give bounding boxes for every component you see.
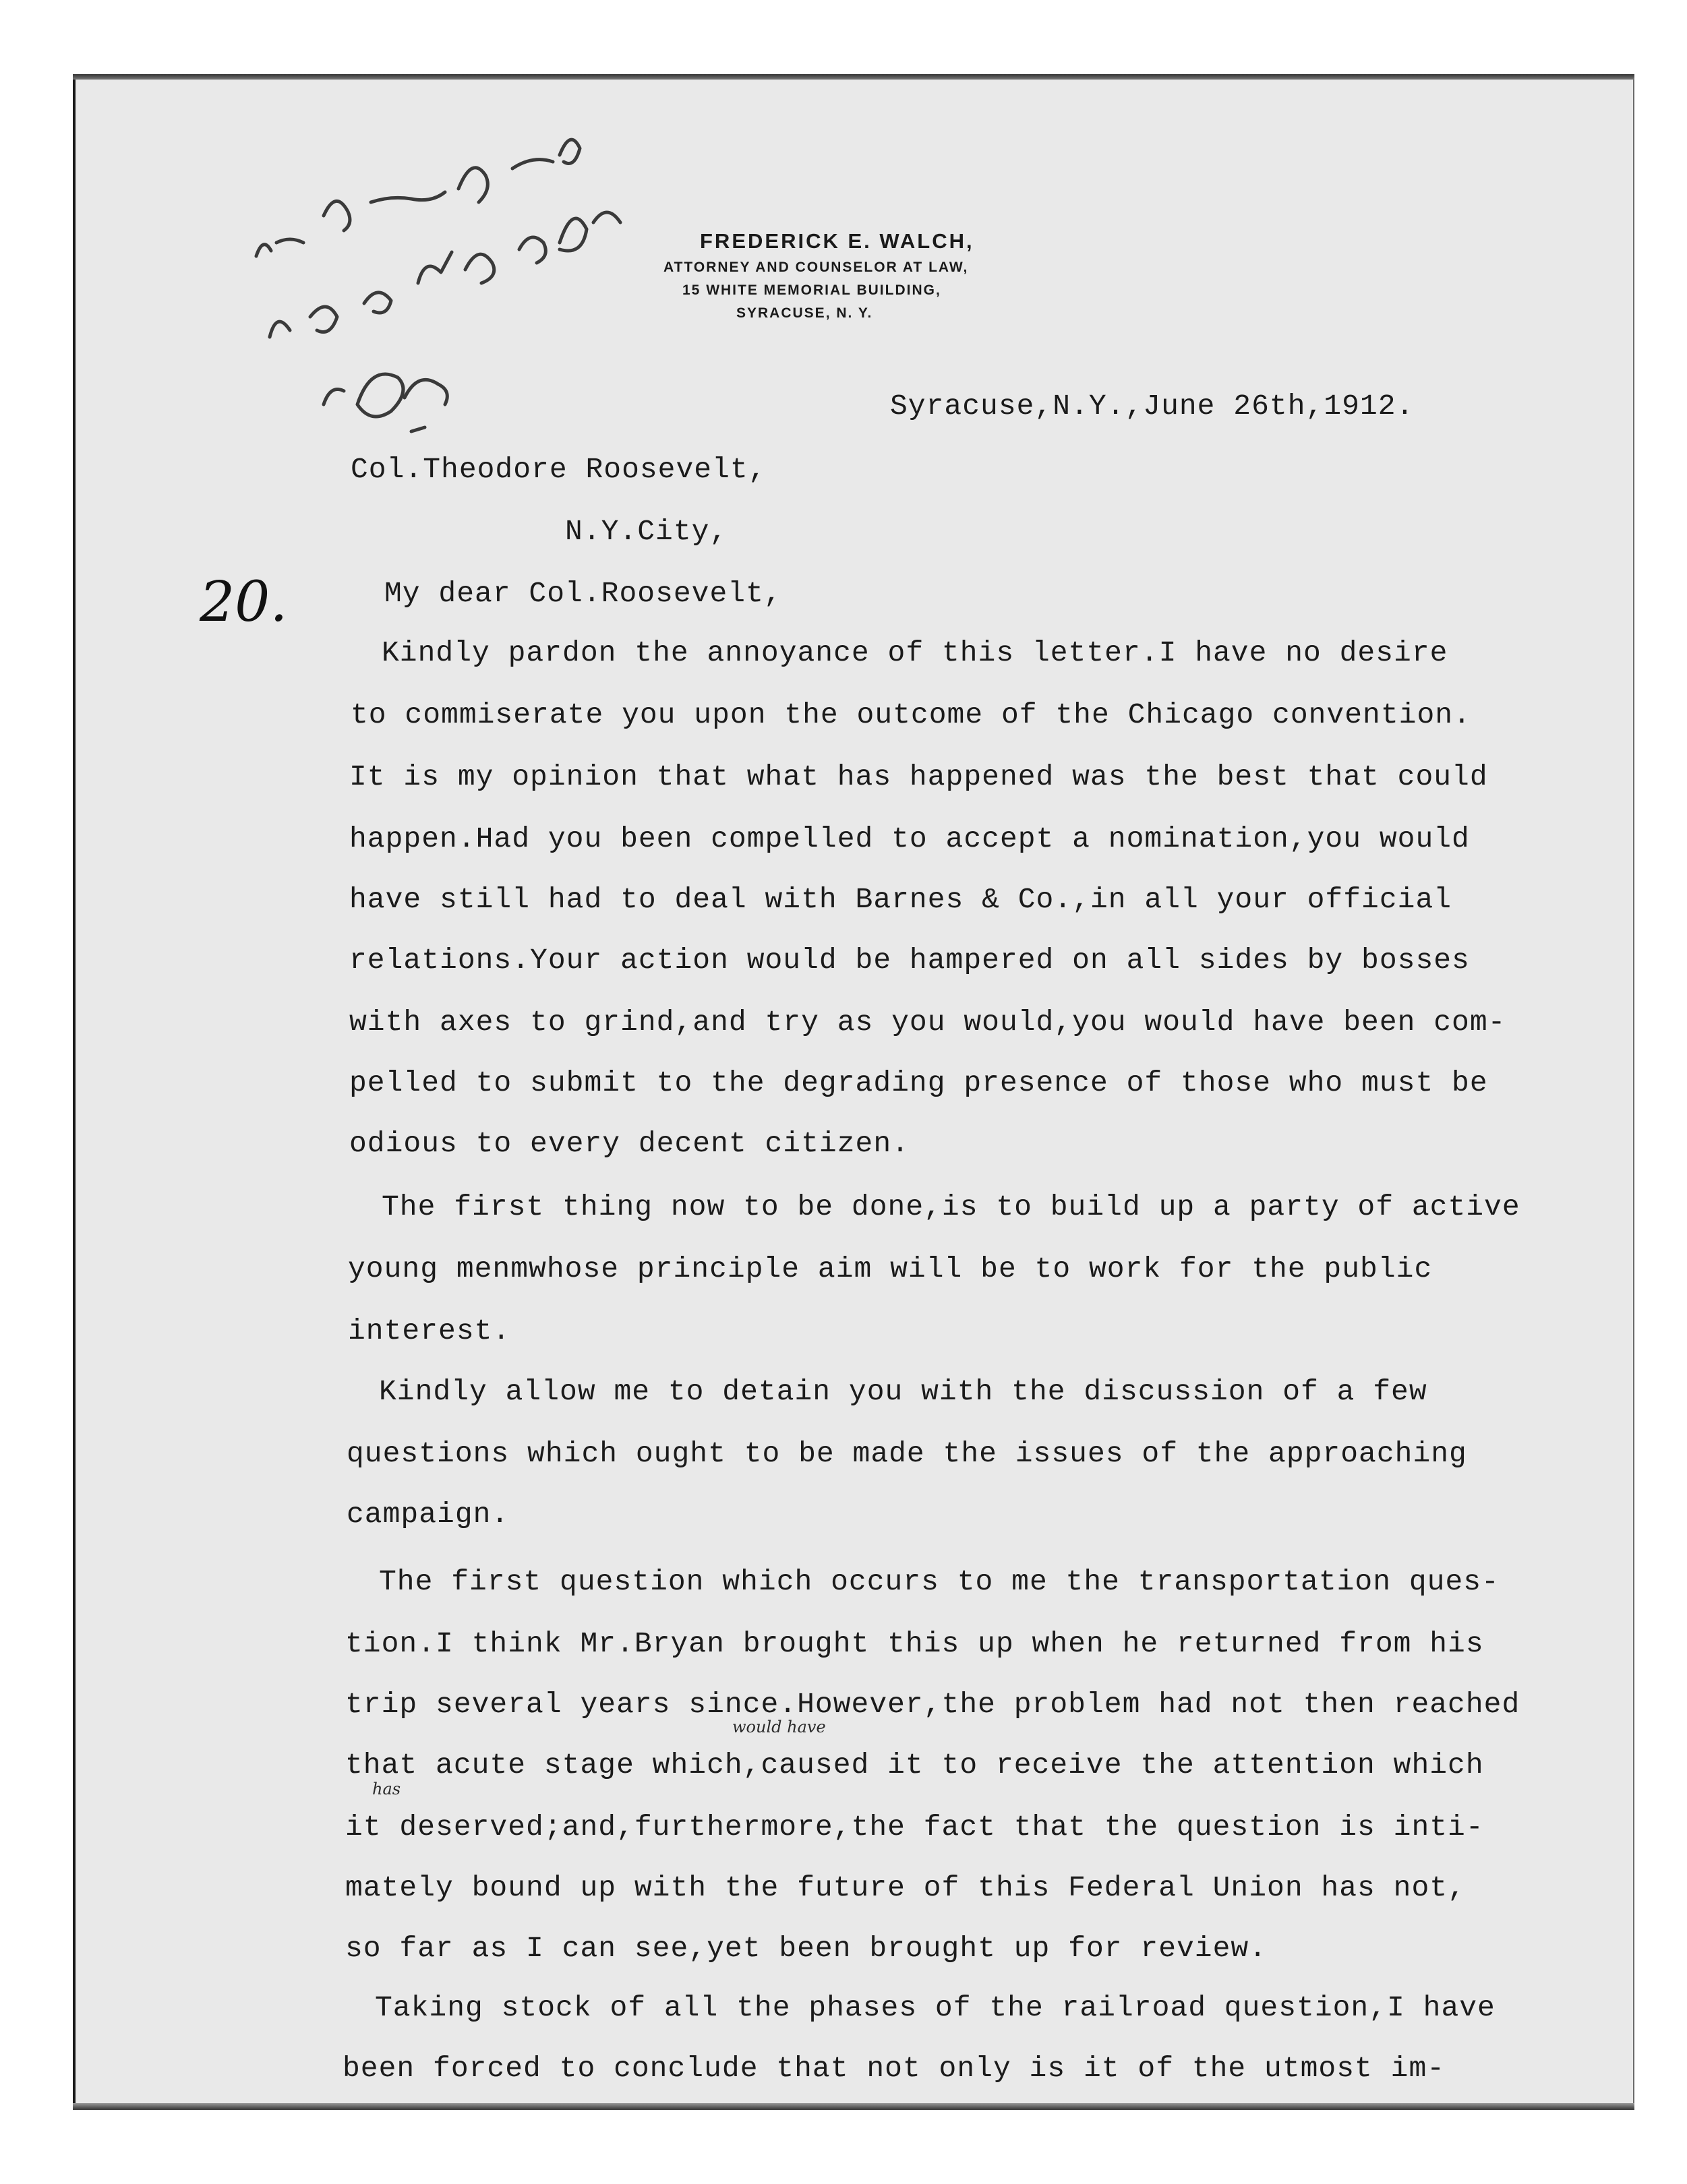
addressee-city: N.Y.City, — [565, 515, 728, 548]
paper-bottom-edge — [73, 2103, 1634, 2110]
letterhead — [647, 226, 1079, 325]
body-line: it deserved;and,furthermore,the fact that the question is inti- — [345, 1811, 1484, 1844]
interlineation-has: has — [372, 1780, 401, 1798]
body-line: to commiserate you upon the outcome of the Chicago convention. — [351, 698, 1471, 731]
letter-date: Syracuse,N.Y.,June 26th,1912. — [890, 390, 1415, 423]
body-line: mately bound up with the future of this Federal Union has not, — [345, 1871, 1466, 1904]
body-line: with axes to grind,and try as you would,you would have been com- — [349, 1006, 1506, 1039]
letterhead-title: ATTORNEY AND COUNSELOR AT LAW, — [663, 260, 969, 275]
body-line: relations.Your action would be hampered on all sides by bosses — [349, 944, 1470, 977]
body-line: have still had to deal with Barnes & Co.,in all your official — [349, 883, 1452, 916]
body-line: young menmwhose principle aim will be to work for the public — [348, 1252, 1433, 1285]
body-line: Taking stock of all the phases of the railroad question,I have — [375, 1991, 1496, 2024]
body-line: so far as I can see,yet been brought up for review. — [345, 1932, 1268, 1965]
body-line: been forced to conclude that not only is it of the utmost im- — [343, 2052, 1446, 2085]
letterhead-city: SYRACUSE, N. Y. — [736, 305, 873, 321]
body-line: The first question which occurs to me the transportation ques- — [379, 1565, 1500, 1598]
interlineation-would-have: would have — [732, 1718, 826, 1736]
letterhead-address: 15 WHITE MEMORIAL BUILDING, — [682, 282, 941, 298]
scribble-row-3 — [324, 374, 447, 431]
body-line: trip several years since.However,the problem had not then reached — [345, 1688, 1520, 1721]
salutation: My dear Col.Roosevelt, — [384, 577, 782, 610]
scribble-row-2 — [270, 212, 620, 337]
body-line: that acute stage which,caused it to receive the attention which — [345, 1749, 1484, 1782]
body-line: campaign. — [347, 1498, 510, 1531]
body-line: questions which ought to be made the issues of the approaching — [347, 1437, 1467, 1470]
letterhead-name: FREDERICK E. WALCH, — [700, 229, 974, 253]
body-line: pelled to submit to the degrading presence of those who must be — [349, 1066, 1488, 1099]
body-line: Kindly pardon the annoyance of this letter.I have no desire — [382, 636, 1448, 669]
body-line: tion.I think Mr.Bryan brought this up when he returned from his — [345, 1627, 1484, 1660]
handwritten-page-number: 20. — [200, 570, 288, 634]
body-line: Kindly allow me to detain you with the discussion of a few — [379, 1375, 1427, 1408]
addressee-name: Col.Theodore Roosevelt, — [351, 453, 767, 486]
body-line: The first thing now to be done,is to build up a party of active — [382, 1190, 1520, 1223]
body-line: happen.Had you been compelled to accept a nomination,you would — [349, 822, 1470, 855]
body-line: interest. — [348, 1314, 511, 1347]
body-line: odious to every decent citizen. — [349, 1127, 910, 1160]
body-line: It is my opinion that what has happened was the best that could — [349, 760, 1488, 793]
